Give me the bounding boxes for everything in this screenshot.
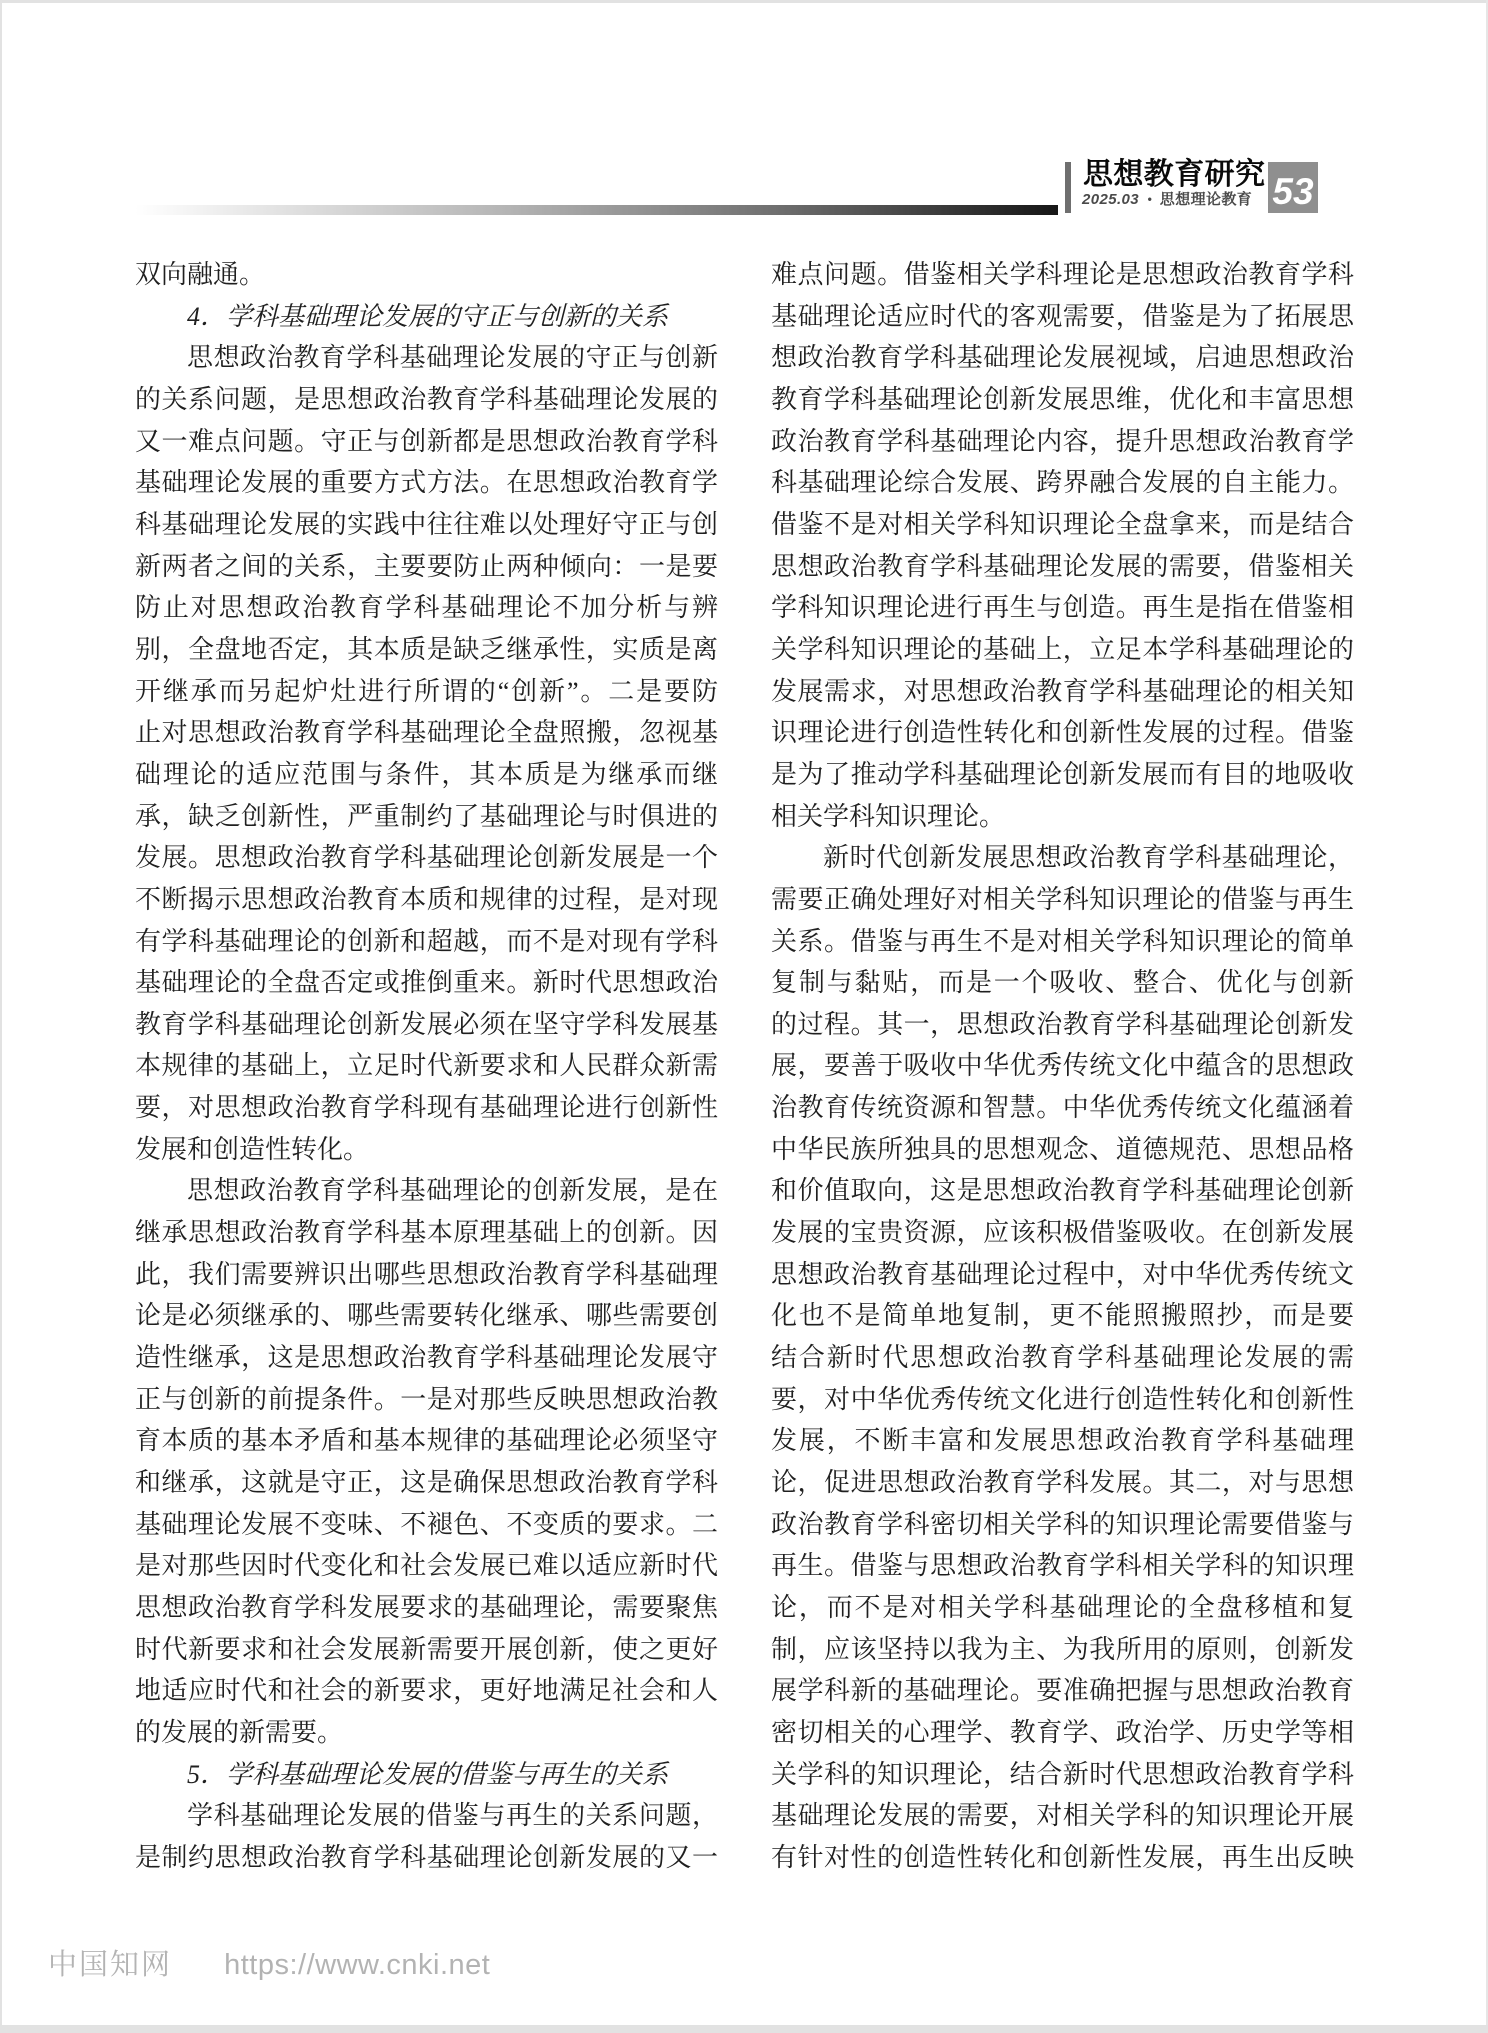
text-line: 新时代创新发展思想政治教育学科基础理论， xyxy=(823,843,1354,873)
text-line: 结合新时代思想政治教育学科基础理论发展的需 xyxy=(771,1343,1354,1373)
text-line: 密切相关的心理学、教育学、政治学、历史学等相 xyxy=(771,1717,1354,1747)
text-line: 又一难点问题。守正与创新都是思想政治教育学科 xyxy=(135,426,718,456)
text-line: 基础理论的全盘否定或推倒重来。新时代思想政治 xyxy=(135,968,718,998)
text-line: 相关学科知识理论。 xyxy=(771,801,1006,831)
text-line: 有学科基础理论的创新和超越，而不是对现有学科 xyxy=(135,926,718,956)
text-line: 造性继承，这是思想政治教育学科基础理论发展守 xyxy=(135,1343,718,1373)
text-line: 需要正确处理好对相关学科知识理论的借鉴与再生 xyxy=(771,884,1354,914)
header-gradient-rule xyxy=(135,205,1058,215)
text-line: 教育学科基础理论创新发展必须在坚守学科发展基 xyxy=(135,1009,718,1039)
text-line: 基础理论适应时代的客观需要，借鉴是为了拓展思 xyxy=(771,301,1354,331)
text-line: 开继承而另起炉灶进行所谓的“创新”。二是要防 xyxy=(135,676,718,706)
text-line: 学科基础理论发展的借鉴与再生的关系问题， xyxy=(187,1801,718,1831)
text-line: 是对那些因时代变化和社会发展已难以适应新时代 xyxy=(135,1551,718,1581)
section-name: 思想理论教育 xyxy=(1159,191,1253,208)
journal-title: 思想教育研究 xyxy=(1083,158,1266,191)
text-line: 借鉴不是对相关学科知识理论全盘拿来，而是结合 xyxy=(771,509,1354,539)
text-line: 和继承，这就是守正，这是确保思想政治教育学科 xyxy=(135,1468,718,1498)
text-line: 展学科新的基础理论。要准确把握与思想政治教育 xyxy=(771,1676,1354,1706)
text-line: 学科知识理论进行再生与创造。再生是指在借鉴相 xyxy=(771,593,1354,623)
text-column-left xyxy=(135,254,718,1879)
text-line: 时代新要求和社会发展新需要开展创新，使之更好 xyxy=(135,1634,718,1664)
text-line: 发展。思想政治教育学科基础理论创新发展是一个 xyxy=(135,843,718,873)
text-line: 的发展的新需要。 xyxy=(135,1717,344,1747)
text-line: 承，缺乏创新性，严重制约了基础理论与时俱进的 xyxy=(135,801,718,831)
issue-number: 2025.03 xyxy=(1082,191,1140,208)
text-line: 础理论的适应范围与条件，其本质是为继承而继 xyxy=(135,759,718,789)
text-line: 思想政治教育学科基础理论的创新发展，是在 xyxy=(187,1176,718,1206)
text-line: 有针对性的创造性转化和创新性发展，再生出反映 xyxy=(771,1842,1354,1872)
page-edge-left xyxy=(0,0,2,2033)
issue-separator-dot: • xyxy=(1147,192,1153,206)
text-line: 思想政治教育基础理论过程中，对中华优秀传统文 xyxy=(771,1259,1354,1289)
text-line: 科基础理论发展的实践中往往难以处理好守正与创 xyxy=(135,509,718,539)
text-line: 继承思想政治教育学科基本原理基础上的创新。因 xyxy=(135,1218,718,1248)
text-line: 政治教育学科密切相关学科的知识理论需要借鉴与 xyxy=(771,1509,1354,1539)
text-line: 再生。借鉴与思想政治教育学科相关学科的知识理 xyxy=(771,1551,1354,1581)
text-line: 发展和创造性转化。 xyxy=(135,1134,370,1164)
text-line: 是制约思想政治教育学科基础理论创新发展的又一 xyxy=(135,1842,718,1872)
text-line: 政治教育学科基础理论内容，提升思想政治教育学 xyxy=(771,426,1354,456)
text-line: 基础理论发展的需要，对相关学科的知识理论开展 xyxy=(771,1801,1354,1831)
page-number: 53 xyxy=(1272,171,1314,212)
text-line: 本规律的基础上，立足时代新要求和人民群众新需 xyxy=(135,1051,718,1081)
text-line: 论，促进思想政治教育学科发展。其二，对与思想 xyxy=(771,1468,1354,1498)
text-line: 的关系问题，是思想政治教育学科基础理论发展的 xyxy=(135,384,718,414)
text-line: 识理论进行创造性转化和创新性发展的过程。借鉴 xyxy=(771,718,1354,748)
text-column-right xyxy=(771,254,1354,1879)
text-line: 止对思想政治教育学科基础理论全盘照搬，忽视基 xyxy=(135,718,718,748)
cnki-site-name: 中国知网 xyxy=(48,1949,173,1981)
text-line: 和价值取向，这是思想政治教育学科基础理论创新 xyxy=(771,1176,1354,1206)
page-edge-bottom xyxy=(0,2025,1488,2033)
text-line: 此，我们需要辨识出哪些思想政治教育学科基础理 xyxy=(135,1259,718,1289)
page-edge-top xyxy=(0,0,1488,3)
text-line: 论，而不是对相关学科基础理论的全盘移植和复 xyxy=(771,1593,1354,1622)
text-line: 想政治教育学科基础理论发展视域，启迪思想政治 xyxy=(771,343,1354,373)
text-line: 发展，不断丰富和发展思想政治教育学科基础理 xyxy=(771,1426,1354,1456)
section-heading: 4．学科基础理论发展的守正与创新的关系 xyxy=(187,301,669,331)
header-accent-bar xyxy=(1065,162,1071,213)
text-line: 教育学科基础理论创新发展思维，优化和丰富思想 xyxy=(771,384,1354,414)
text-line: 制，应该坚持以我为主、为我所用的原则，创新发 xyxy=(771,1634,1354,1664)
text-line: 双向融通。 xyxy=(135,260,266,289)
text-line: 治教育传统资源和智慧。中华优秀传统文化蕴涵着 xyxy=(771,1093,1354,1123)
cnki-site-url: https://www.cnki.net xyxy=(224,1949,491,1981)
text-line: 基础理论发展不变味、不褪色、不变质的要求。二 xyxy=(135,1509,718,1539)
text-line: 新两者之间的关系，主要要防止两种倾向：一是要 xyxy=(135,551,718,581)
text-line: 化也不是简单地复制，更不能照搬照抄，而是要 xyxy=(771,1301,1354,1331)
text-line: 关系。借鉴与再生不是对相关学科知识理论的简单 xyxy=(771,926,1354,956)
text-line: 复制与黏贴，而是一个吸收、整合、优化与创新 xyxy=(771,968,1354,998)
page-number-badge xyxy=(1268,162,1318,213)
text-line: 展，要善于吸收中华优秀传统文化中蕴含的思想政 xyxy=(771,1051,1354,1081)
text-line: 思想政治教育学科基础理论发展的守正与创新 xyxy=(187,343,718,373)
text-line: 思想政治教育学科基础理论发展的需要，借鉴相关 xyxy=(771,551,1354,581)
text-line: 不断揭示思想政治教育本质和规律的过程，是对现 xyxy=(135,884,718,914)
section-heading: 5．学科基础理论发展的借鉴与再生的关系 xyxy=(187,1759,669,1789)
text-line: 科基础理论综合发展、跨界融合发展的自主能力。 xyxy=(771,468,1354,498)
text-line: 发展的宝贵资源，应该积极借鉴吸收。在创新发展 xyxy=(771,1218,1354,1248)
text-line: 育本质的基本矛盾和基本规律的基础理论必须坚守 xyxy=(135,1426,718,1456)
text-line: 论是必须继承的、哪些需要转化继承、哪些需要创 xyxy=(135,1301,718,1331)
text-line: 中华民族所独具的思想观念、道德规范、思想品格 xyxy=(771,1134,1354,1164)
text-line: 别，全盘地否定，其本质是缺乏继承性，实质是离 xyxy=(135,634,718,664)
text-line: 的过程。其一，思想政治教育学科基础理论创新发 xyxy=(771,1009,1354,1039)
text-line: 要，对中华优秀传统文化进行创造性转化和创新性 xyxy=(771,1384,1354,1414)
text-line: 防止对思想政治教育学科基础理论不加分析与辨 xyxy=(135,593,718,623)
text-line: 思想政治教育学科发展要求的基础理论，需要聚焦 xyxy=(135,1593,718,1622)
text-line: 是为了推动学科基础理论创新发展而有目的地吸收 xyxy=(771,759,1354,789)
text-line: 要，对思想政治教育学科现有基础理论进行创新性 xyxy=(135,1093,718,1123)
issue-line xyxy=(1082,190,1268,209)
text-line: 发展需求，对思想政治教育学科基础理论的相关知 xyxy=(771,676,1354,706)
text-line: 关学科的知识理论，结合新时代思想政治教育学科 xyxy=(771,1759,1354,1789)
text-line: 基础理论发展的重要方式方法。在思想政治教育学 xyxy=(135,468,718,498)
text-line: 地适应时代和社会的新要求，更好地满足社会和人 xyxy=(135,1676,718,1706)
cnki-watermark xyxy=(48,1948,490,1982)
text-line: 难点问题。借鉴相关学科理论是思想政治教育学科 xyxy=(771,260,1354,289)
text-line: 关学科知识理论的基础上，立足本学科基础理论的 xyxy=(771,634,1354,664)
text-line: 正与创新的前提条件。一是对那些反映思想政治教 xyxy=(135,1384,718,1414)
